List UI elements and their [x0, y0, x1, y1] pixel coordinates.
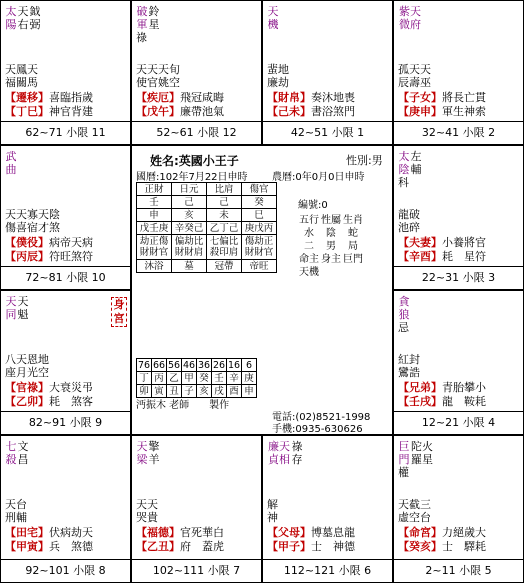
dayun-branch: 子 — [182, 385, 197, 398]
star-group — [5, 150, 17, 176]
pillar-cell: 偏劫比財財肩 — [172, 235, 207, 260]
auxiliary-stars: 紅封 鸞誥 — [398, 353, 420, 379]
auxiliary-stars: 八天恩地 座月光空 — [5, 353, 49, 379]
palace-wei[interactable] — [262, 0, 393, 145]
age-range: 102~111 小限 7 — [132, 559, 261, 582]
main-star: 天 同 — [5, 295, 17, 321]
main-star: 天 機 — [267, 5, 279, 31]
dayun-branch: 申 — [242, 385, 257, 398]
summary-item: 身主 — [321, 254, 341, 265]
age-range: 62~71 小限 11 — [1, 121, 130, 144]
auxiliary-stars: 天天 哭貴 — [136, 498, 158, 524]
summary-item: 二 — [304, 241, 314, 252]
age-range: 52~61 小限 12 — [132, 121, 261, 144]
minor-star: 天 魁 — [17, 295, 29, 321]
main-star: 巨 門 — [398, 440, 410, 466]
minor-star: 左 輔 — [410, 150, 422, 176]
minor-star: 鈴 星 — [148, 5, 160, 31]
palace-label: 【兄弟】青胎攀小 【壬戌】龍 鞍耗 — [398, 381, 486, 408]
pillar-cell: 己 — [172, 196, 207, 209]
gender: 性別:男 — [346, 154, 383, 167]
summary-item: 巨門 — [343, 254, 363, 265]
dayun-branch: 亥 — [197, 385, 212, 398]
pillar-cell: 沐浴 — [137, 260, 172, 273]
age-range: 12~21 小限 4 — [394, 411, 523, 434]
palace-hai[interactable] — [393, 435, 524, 583]
auxiliary-stars: 蜚地 廉劫 — [267, 63, 289, 89]
palace-si[interactable] — [0, 0, 131, 145]
dayun-stem: 癸 — [197, 372, 212, 385]
palace-shen[interactable] — [393, 0, 524, 145]
palace-chou[interactable] — [131, 435, 262, 583]
auxiliary-stars: 解 神 — [267, 498, 278, 524]
dayun-year: 46 — [182, 359, 196, 371]
summary-item: 命主 — [299, 254, 319, 265]
star-group — [5, 440, 29, 466]
dayun-stem: 丁 — [137, 372, 152, 385]
palace-label: 【命宮】力絕歲大 【癸亥】士 驛耗 — [398, 526, 486, 553]
palace-you[interactable] — [393, 145, 524, 290]
palace-label: 【僕役】病帝天病 【丙辰】符旺煞符 — [5, 236, 93, 263]
solar-date: 國曆:102年7月22日申時 — [136, 172, 248, 183]
main-star: 太 陽 — [5, 5, 17, 31]
age-range: 2~11 小限 5 — [394, 559, 523, 582]
pillar-cell: 劫正傷財財官 — [137, 235, 172, 260]
summary-item: 天機 — [299, 267, 319, 278]
pillar-cell: 冠帶 — [207, 260, 242, 273]
pillar-cell: 墓 — [172, 260, 207, 273]
dayun-year: 6 — [242, 359, 257, 372]
dayun-branch: 丑 — [167, 385, 182, 398]
transformation-star: 祿 — [136, 31, 147, 44]
teacher-credit: 沔振木 老師 製作 — [136, 400, 230, 411]
main-star: 破 軍 — [136, 5, 148, 31]
star-group — [5, 5, 41, 31]
pillar-cell: 庚戊丙 — [242, 222, 277, 235]
pillar-cell: 日元 — [172, 183, 207, 196]
pillar-cell: 戊壬庚 — [137, 222, 172, 235]
body-palace-marker: 身 宮 — [111, 297, 127, 327]
summary-item: 性屬 — [321, 215, 341, 226]
transformation-star: 忌 — [398, 321, 409, 334]
dayun-stem: 壬 — [212, 372, 227, 385]
auxiliary-stars: 天台 刑輔 — [5, 498, 27, 524]
pillar-cell: 比肩 — [207, 183, 242, 196]
minor-star: 祿 存 — [291, 440, 303, 466]
transformation-star: 科 — [398, 176, 409, 189]
pillar-cell: 帝旺 — [242, 260, 277, 273]
palace-yin[interactable] — [0, 435, 131, 583]
star-group — [5, 295, 29, 321]
dayun-table — [136, 358, 257, 398]
pillar-cell: 亥 — [172, 209, 207, 222]
summary-item: 生肖 — [343, 215, 363, 226]
age-range: 72~81 小限 10 — [1, 266, 130, 289]
pillar-cell: 申 — [137, 209, 172, 222]
lunar-date: 農曆:0年0月0日申時 — [272, 172, 365, 183]
summary-item: 陰 — [326, 228, 336, 239]
pillar-cell: 辛癸己 — [172, 222, 207, 235]
minor-star: 擎 羊 — [148, 440, 160, 466]
age-range: 92~101 小限 8 — [1, 559, 130, 582]
summary-item: 水 — [304, 228, 314, 239]
auxiliary-stars: 天鳳天 福關馬 — [5, 63, 38, 89]
main-star: 太 陰 — [398, 150, 410, 176]
dayun-stem: 甲 — [182, 372, 197, 385]
star-group — [267, 5, 279, 31]
dayun-year: 36 — [197, 359, 211, 371]
pillar-cell: 壬 — [137, 196, 172, 209]
pillars-table — [136, 182, 277, 273]
dayun-year: 56 — [167, 359, 181, 371]
dayun-year: 76 — [137, 359, 151, 371]
pillar-cell: 未 — [207, 209, 242, 222]
summary-item: 局 — [348, 241, 358, 252]
dayun-year: 16 — [227, 359, 241, 371]
minor-star: 天 右 — [17, 5, 29, 31]
palace-label: 【父母】博墓息龍 【甲子】士 神德 — [267, 526, 355, 553]
dayun-year: 26 — [212, 359, 226, 371]
star-group — [398, 295, 410, 334]
dayun-year: 66 — [152, 359, 166, 371]
palace-label: 【官祿】大衰災弔 【乙卯】耗 煞客 — [5, 381, 93, 408]
pillar-cell: 己 — [207, 196, 242, 209]
summary-item: 蛇 — [348, 228, 358, 239]
palace-label: 【財帛】奏沐地喪 【己未】書浴煞門 — [267, 91, 355, 118]
palace-chen[interactable] — [0, 145, 131, 290]
minor-star: 鉞 弼 — [29, 5, 41, 31]
transformation-star: 權 — [398, 466, 409, 479]
dayun-stem: 辛 — [227, 372, 242, 385]
main-star: 紫天 微府 — [399, 5, 421, 31]
auxiliary-stars: 龍破 池碎 — [398, 208, 420, 234]
palace-label: 【遷移】喜臨指歲 【丁巳】神官背建 — [5, 91, 93, 118]
age-range: 22~31 小限 3 — [394, 266, 523, 289]
star-group — [267, 440, 303, 466]
age-range: 32~41 小限 2 — [394, 121, 523, 144]
summary-item: 男 — [326, 241, 336, 252]
age-range: 112~121 小限 6 — [263, 559, 392, 582]
pillar-cell: 傷官 — [242, 183, 277, 196]
summary-item: 五行 — [299, 215, 319, 226]
dayun-branch: 寅 — [152, 385, 167, 398]
main-star: 武 曲 — [5, 150, 17, 176]
star-group — [136, 440, 160, 466]
dayun-branch: 戌 — [212, 385, 227, 398]
auxiliary-stars: 天天寡天陰 傷喜宿才煞 — [5, 208, 60, 234]
pillar-cell: 正財 — [137, 183, 172, 196]
dayun-stem: 丙 — [152, 372, 167, 385]
phone-number: 電話:(02)8521-1998 — [272, 412, 371, 423]
pillar-cell: 乙丁己 — [207, 222, 242, 235]
person-name: 姓名:英國小王子 — [150, 154, 239, 168]
dayun-stem: 乙 — [167, 372, 182, 385]
main-star: 廉天 貞相 — [268, 440, 290, 466]
bureau-number: 編號:0 — [298, 200, 328, 211]
star-group — [398, 5, 422, 31]
main-star: 七 殺 — [5, 440, 17, 466]
palace-label: 【夫妻】小養將官 【辛酉】耗 星符 — [398, 236, 486, 263]
pillar-cell: 傷劫正財財官 — [242, 235, 277, 260]
auxiliary-stars: 孤天天 辰壽巫 — [398, 63, 431, 89]
palace-label: 【田宅】伏病劫天 【甲寅】兵 煞德 — [5, 526, 93, 553]
auxiliary-stars: 天天天旬 使官姚空 — [136, 63, 180, 89]
mobile-number: 手機:0935-630626 — [272, 424, 363, 435]
pillar-cell: 七偏比殺印肩 — [207, 235, 242, 260]
center-info-panel — [131, 145, 393, 435]
palace-wu[interactable] — [131, 0, 262, 145]
dayun-stem: 庚 — [242, 372, 257, 385]
palace-xu[interactable] — [393, 290, 524, 435]
palace-label: 【福德】官死華白 【乙丑】府 蓋虎 — [136, 526, 224, 553]
dayun-branch: 卯 — [137, 385, 152, 398]
palace-label: 【子女】將長亡貫 【庚申】軍生神索 — [398, 91, 486, 118]
main-star: 天 梁 — [136, 440, 148, 466]
star-group — [398, 440, 434, 479]
pillar-cell: 巳 — [242, 209, 277, 222]
star-group — [398, 150, 422, 189]
minor-star: 陀火 羅星 — [411, 440, 433, 466]
age-range: 82~91 小限 9 — [1, 411, 130, 434]
palace-zi[interactable] — [262, 435, 393, 583]
palace-label: 【疾厄】飛冠咸晦 【戊午】廉帶池氣 — [136, 91, 224, 118]
age-range: 42~51 小限 1 — [263, 121, 392, 144]
palace-mao[interactable] — [0, 290, 131, 435]
star-group — [136, 5, 160, 44]
dayun-branch: 酉 — [227, 385, 242, 398]
pillar-cell: 癸 — [242, 196, 277, 209]
fate-summary — [298, 214, 368, 279]
main-star: 貪 狼 — [398, 295, 410, 321]
minor-star: 文 昌 — [17, 440, 29, 466]
auxiliary-stars: 天截三 虛空台 — [398, 498, 431, 524]
